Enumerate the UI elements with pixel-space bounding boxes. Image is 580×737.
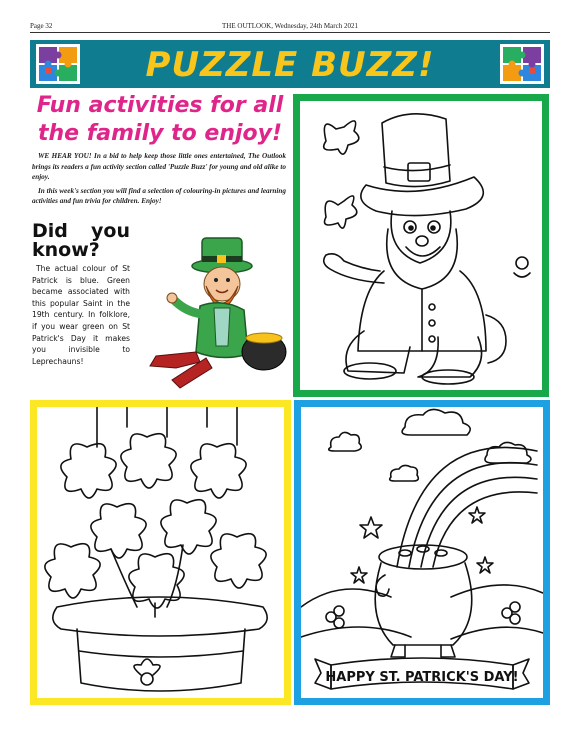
leprechaun-illustration [136,234,292,392]
puzzle-pieces-icon [500,44,544,84]
did-you-know-fact: The actual colour of St Patrick is blue. Green became associated with this popular Saint in the 19th century. In folklore, if you wear green on St Patrick's Day it makes you invisible to Leprechauns! [32,264,130,366]
page-number: Page 32 [30,22,53,30]
shamrock-hat-colouring-picture [37,407,284,698]
headline-line-2: the family to enjoy! [37,121,283,146]
leprechaun-colouring-picture [300,101,542,390]
intro-paragraph-2: In this week's section you will find a selection of colouring-in pictures and learning activities and fun trivia for children. Enjoy! [32,186,286,205]
puzzle-buzz-banner [30,40,550,88]
you-word: you [91,220,130,242]
section-headline [30,92,290,148]
publication-line: THE OUTLOOK, Wednesday, 24th March 2021 [222,22,358,30]
intro-paragraph-1: WE HEAR YOU! In a bid to help keep those little ones entertained, The Outlook brings its readers a fun activity section called 'Puzzle Buzz' for young and old alike to enjoy. [32,152,286,181]
did-you-know-heading [32,222,130,260]
intro-text [32,151,286,210]
know-word: know? [32,239,100,261]
colouring-frame-shamrocks [30,400,291,705]
colouring-frame-pot-of-gold [294,400,550,705]
did-word: Did [32,220,68,242]
header-rule [30,32,550,33]
happy-st-patricks-banner: HAPPY ST. PATRICK'S DAY! [325,670,519,685]
banner-title: PUZZLE BUZZ! [145,45,435,85]
colouring-frame-leprechaun [293,94,549,397]
pot-of-gold-colouring-picture [301,407,543,698]
headline-line-1: Fun activities for all [36,93,284,118]
